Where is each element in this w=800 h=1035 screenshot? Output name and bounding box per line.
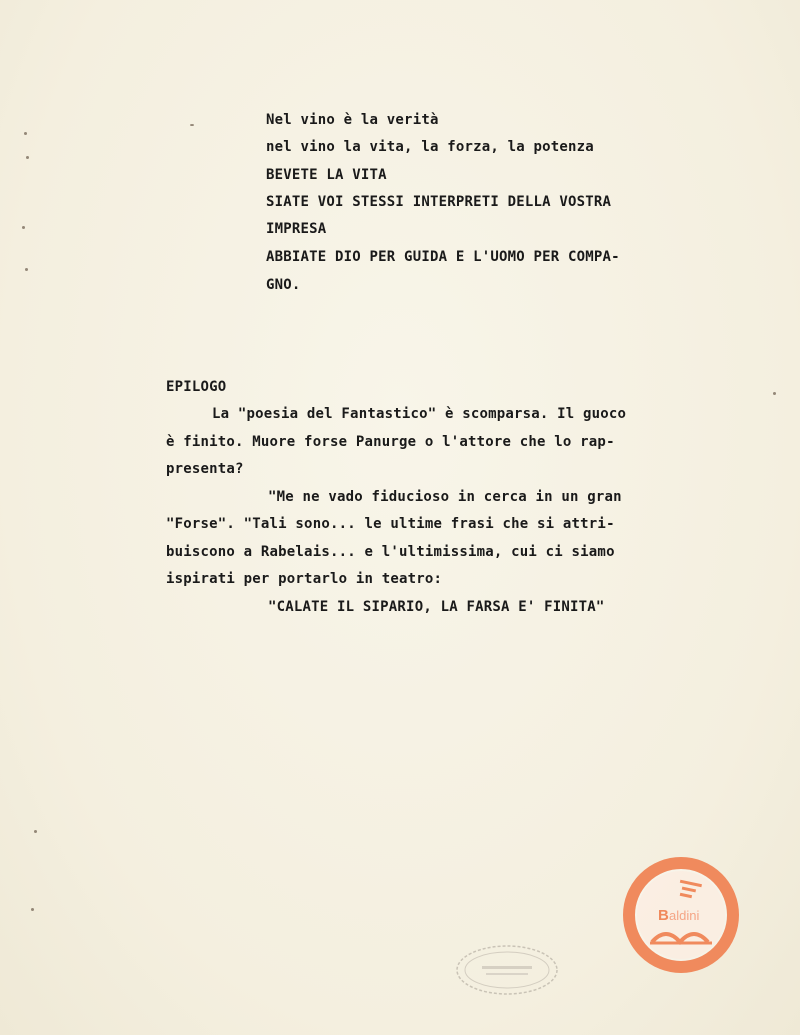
library-stamp: [452, 940, 562, 1000]
poem-line: IMPRESA: [266, 221, 327, 237]
poem-line: GNO.: [266, 277, 301, 293]
poem-line: nel vino la vita, la forza, la potenza: [266, 139, 594, 155]
epilogue-line: "CALATE IL SIPARIO, LA FARSA E' FINITA": [268, 599, 605, 615]
margin-speck: [22, 226, 25, 229]
margin-speck: [31, 908, 34, 911]
svg-text:B: B: [658, 907, 669, 924]
epilogue-line: ispirati per portarlo in teatro:: [166, 571, 443, 587]
poem-line: SIATE VOI STESSI INTERPRETI DELLA VOSTRA: [266, 194, 612, 210]
epilogue-line: La "poesia del Fantastico" è scomparsa. Il guoco: [212, 406, 627, 422]
epilogue-heading: EPILOGO: [166, 379, 227, 395]
epilogue-line: "Me ne vado fiducioso in cerca in un gran: [268, 489, 622, 505]
margin-speck: [34, 830, 37, 833]
poem-line: BEVETE LA VITA: [266, 167, 387, 183]
poem-line: ABBIATE DIO PER GUIDA E L'UOMO PER COMPA-: [266, 249, 620, 265]
poem-line: Nel vino è la verità: [266, 112, 439, 128]
svg-text:aldini: aldini: [669, 908, 700, 923]
epilogue-line: "Forse". "Tali sono... le ultime frasi che si attri-: [166, 516, 615, 532]
margin-speck: [26, 156, 29, 159]
epilogue-line: presenta?: [166, 461, 244, 477]
margin-speck: [773, 392, 776, 395]
epilogue-line: buiscono a Rabelais... e l'ultimissima, cui ci siamo: [166, 544, 615, 560]
margin-speck: [190, 124, 194, 126]
epilogue-line: è finito. Muore forse Panurge o l'attore che lo rap-: [166, 434, 615, 450]
baldini-library-logo: [622, 856, 740, 974]
margin-speck: [25, 268, 28, 271]
margin-speck: [24, 132, 27, 135]
